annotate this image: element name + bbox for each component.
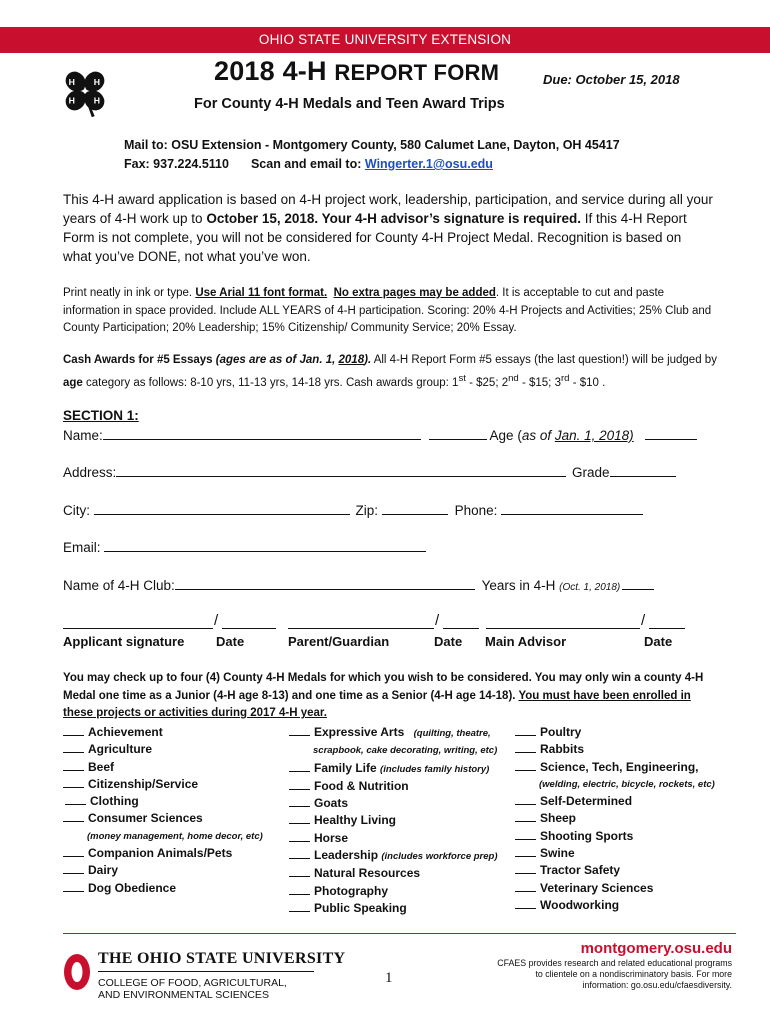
email-field[interactable]: [104, 539, 426, 552]
svg-text:H: H: [93, 77, 100, 88]
medals-intro: You may check up to four (4) County 4-H Medals for which you wish to be considered. You may only win a county 4-H Medal one time as a Junior (4-H age 8-13) and one time as a Senior (4-H age 14-18). You must have been enrolled in these projects or activities during 2017 4-H year.: [63, 672, 704, 719]
years-field[interactable]: [622, 577, 654, 590]
name-row: Name: Age (as of Jan. 1, 2018): [63, 427, 697, 443]
medal-option[interactable]: Dog Obedience: [63, 880, 263, 897]
advisor-signature-line[interactable]: [486, 628, 640, 629]
medal-option[interactable]: Beef: [63, 759, 263, 776]
medal-option[interactable]: Sheep: [515, 810, 715, 827]
instructions-paragraph: Print neatly in ink or type. Use Arial 11 font format. No extra pages may be added. It is acceptable to cut and paste information in space provided. Include ALL YEARS of 4-H participation. Scoring: 20% 4-H Projects and Activities; 25% Club and County Participation; 20% Leadership; 15% Citizenship/ Community Service; 20% Essay.: [63, 287, 712, 334]
medal-option[interactable]: Self-Determined: [515, 793, 715, 810]
section-1-heading: SECTION 1:: [63, 408, 139, 423]
sig-slash-2: /: [435, 612, 440, 629]
medal-option[interactable]: Tractor Safety: [515, 862, 715, 879]
parent-date-line[interactable]: [443, 628, 479, 629]
mail-address: Mail to: OSU Extension - Montgomery County, 580 Calumet Lane, Dayton, OH 45417: [124, 138, 620, 152]
sig-slash-1: /: [214, 612, 219, 629]
intro-paragraph: This 4-H award application is based on 4-H project work, leadership, participation, and service during all your years of 4-H work up to October 15, 2018. Your 4-H advisor’s signature is required. If this 4-H Report Form is not complete, you will not be considered for County 4-H Project Medal. Recognition is based on what you’ve DONE, not what you’ve won.: [63, 192, 713, 264]
applicant-date-line[interactable]: [222, 628, 276, 629]
email-row: Email:: [63, 539, 426, 555]
osu-wordmark: THE OHIO STATE UNIVERSITY: [98, 950, 346, 967]
medal-option[interactable]: Family Life (includes family history): [289, 760, 498, 778]
parent-guardian-label: Parent/Guardian: [288, 634, 390, 649]
medal-note: (money management, home decor, etc): [87, 830, 263, 842]
grade-field[interactable]: [610, 464, 676, 477]
medal-option[interactable]: Clothing: [63, 793, 263, 810]
cfaes-statement: CFAES provides research and related educational programs to clientele on a nondiscriminatory basis. For more information: go.osu.edu/cfaesdiversity.: [497, 958, 732, 990]
medal-option[interactable]: Dairy: [63, 862, 263, 879]
college-name: COLLEGE OF FOOD, AGRICULTURAL, AND ENVIRONMENTAL SCIENCES: [98, 977, 287, 1001]
medal-option[interactable]: Shooting Sports: [515, 828, 715, 845]
due-date: Due: October 15, 2018: [543, 72, 680, 87]
medal-option[interactable]: Goats: [289, 795, 498, 812]
form-subtitle: For County 4-H Medals and Teen Award Trips: [194, 96, 505, 112]
svg-text:H: H: [68, 77, 75, 88]
medal-option[interactable]: Woodworking: [515, 897, 715, 914]
email-link[interactable]: Wingerter.1@osu.edu: [364, 157, 493, 171]
applicant-signature-label: Applicant signature: [63, 634, 185, 649]
medal-note: scrapbook, cake decorating, writing, etc): [313, 745, 498, 757]
medal-option[interactable]: Agriculture: [63, 741, 263, 758]
svg-text:H: H: [68, 95, 75, 106]
main-advisor-label: Main Advisor: [485, 634, 567, 649]
block-o-logo: [62, 952, 92, 992]
medal-option[interactable]: Science, Tech, Engineering,: [515, 759, 715, 776]
medal-option[interactable]: Consumer Sciences: [63, 810, 263, 827]
footer-divider: [63, 933, 736, 934]
medal-option[interactable]: Veterinary Sciences: [515, 880, 715, 897]
medal-option[interactable]: Photography: [289, 883, 498, 900]
applicant-signature-line[interactable]: [63, 628, 213, 629]
page-number: 1: [385, 970, 393, 986]
medal-column-3: [515, 724, 715, 914]
medal-option[interactable]: Rabbits: [515, 741, 715, 758]
sig-slash-3: /: [641, 612, 646, 629]
medal-option[interactable]: Expressive Arts (quilting, theatre,: [289, 724, 498, 742]
name-field[interactable]: [103, 427, 421, 440]
medal-option[interactable]: Achievement: [63, 724, 263, 741]
medal-option[interactable]: Natural Resources: [289, 865, 498, 882]
advisor-date-label: Date: [644, 634, 673, 649]
medal-option[interactable]: Leadership (includes workforce prep): [289, 847, 498, 865]
medal-option[interactable]: Public Speaking: [289, 900, 498, 917]
club-field[interactable]: [175, 577, 475, 590]
medal-column-1: [63, 724, 263, 897]
extension-banner: OHIO STATE UNIVERSITY EXTENSION: [0, 27, 770, 53]
form-title: 2018 4-H REPORT FORM: [214, 56, 500, 86]
address-row: Address: Grade: [63, 464, 676, 480]
phone-field[interactable]: [501, 502, 643, 515]
cash-awards-paragraph: Cash Awards for #5 Essays (ages are as of Jan. 1, 2018). All 4-H Report Form #5 essays (the last question!) will be judged by age category as follows: 8-10 yrs, 11-13 yrs, 14-18 yrs. Cash awards group: 1st - $25; 2nd - $15; 3rd - $10 .: [63, 354, 717, 389]
svg-text:H: H: [93, 95, 100, 106]
fax-email-line: Fax: 937.224.5110 Scan and email to: Wingerter.1@osu.edu: [124, 157, 493, 171]
medal-option[interactable]: Companion Animals/Pets: [63, 845, 263, 862]
medal-column-2: [289, 724, 498, 917]
medal-option[interactable]: Poultry: [515, 724, 715, 741]
advisor-date-line[interactable]: [649, 628, 685, 629]
mailing-info: [124, 136, 620, 174]
applicant-date-label: Date: [216, 634, 245, 649]
zip-field[interactable]: [382, 502, 448, 515]
club-row: Name of 4-H Club: Years in 4-H (Oct. 1, 2018): [63, 577, 654, 593]
city-field[interactable]: [94, 502, 350, 515]
age-prefix-field[interactable]: [429, 427, 487, 440]
city-row: City: Zip: Phone:: [63, 502, 643, 518]
medal-option[interactable]: Healthy Living: [289, 812, 498, 829]
address-field[interactable]: [116, 464, 566, 477]
4h-clover-logo: [56, 62, 114, 120]
wordmark-rule: [98, 971, 314, 972]
medal-option[interactable]: Citizenship/Service: [63, 776, 263, 793]
parent-date-label: Date: [434, 634, 463, 649]
medal-option[interactable]: Swine: [515, 845, 715, 862]
medal-option[interactable]: Food & Nutrition: [289, 778, 498, 795]
age-field[interactable]: [645, 427, 697, 440]
website-link[interactable]: montgomery.osu.edu: [580, 940, 732, 957]
medal-note: (welding, electric, bicycle, rockets, etc): [539, 778, 715, 790]
parent-signature-line[interactable]: [288, 628, 434, 629]
medal-option[interactable]: Horse: [289, 830, 498, 847]
